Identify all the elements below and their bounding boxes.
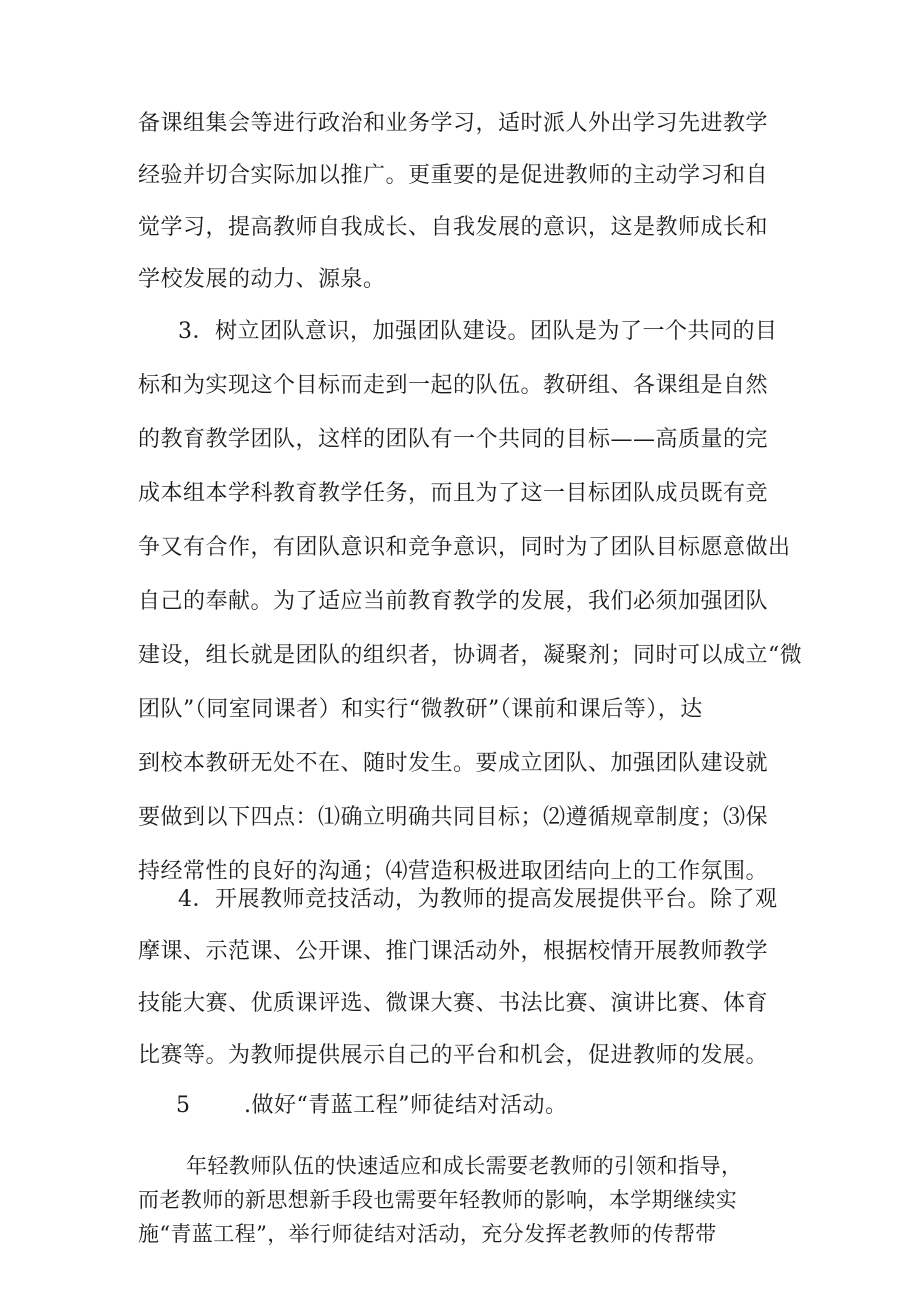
text-line: 摩课、示范课、公开课、推门课活动外，根据校情开展教师教学 <box>138 939 769 964</box>
text-line: 持经常性的良好的沟通；⑷营造积极进取团结向上的工作氛围。 <box>138 859 769 884</box>
text-line: 成本组本学科教育教学任务，而且为了这一目标团队成员既有竞 <box>138 481 769 506</box>
text-line: 觉学习，提高教师自我成长、自我发展的意识，这是教师成长和 <box>138 215 769 240</box>
text-line: 团队”（同室同课者）和实行“微教研”（课前和课后等），达 <box>138 697 703 722</box>
text-line: 标和为实现这个目标而走到一起的队伍。教研组、各课组是自然 <box>138 373 769 398</box>
text-line: 经验并切合实际加以推广。更重要的是促进教师的主动学习和自 <box>138 163 769 188</box>
text-line: 到校本教研无处不在、随时发生。要成立团队、加强团队建设就 <box>138 751 769 776</box>
item-number: 5 <box>176 1093 191 1118</box>
text-line: 施“青蓝工程”，举行师徒结对活动，充分发挥老教师的传帮带 <box>138 1222 717 1246</box>
item-heading: .做好“青蓝工程”师徒结对活动。 <box>244 1093 568 1118</box>
text-line: 年轻教师队伍的快速适应和成长需要老教师的引领和指导， <box>186 1154 743 1178</box>
text-line: 自己的奉献。为了适应当前教育教学的发展，我们必须加强团队 <box>138 589 769 614</box>
text-line: 学校发展的动力、源泉。 <box>138 267 386 292</box>
text-line: 备课组集会等进行政治和业务学习，适时派人外出学习先进教学 <box>138 111 769 136</box>
text-line: 的教育教学团队，这样的团队有一个共同的目标——高质量的完 <box>138 427 769 452</box>
text-line: 4．开展教师竞技活动，为教师的提高发展提供平台。除了观 <box>178 887 778 912</box>
text-line: 而老教师的新思想新手段也需要年轻教师的影响，本学期继续实 <box>138 1188 738 1212</box>
text-line: 3．树立团队意识，加强团队建设。团队是为了一个共同的目 <box>178 319 778 344</box>
text-line: 技能大赛、优质课评选、微课大赛、书法比赛、演讲比赛、体育 <box>138 991 769 1016</box>
text-line: 争又有合作，有团队意识和竞争意识，同时为了团队目标愿意做出 <box>138 535 791 560</box>
text-line: 建设，组长就是团队的组织者，协调者，凝聚剂；同时可以成立“微 <box>138 643 803 668</box>
text-line: 比赛等。为教师提供展示自己的平台和机会，促进教师的发展。 <box>138 1043 769 1068</box>
text-line: 要做到以下四点：⑴确立明确共同目标；⑵遵循规章制度；⑶保 <box>138 805 769 830</box>
